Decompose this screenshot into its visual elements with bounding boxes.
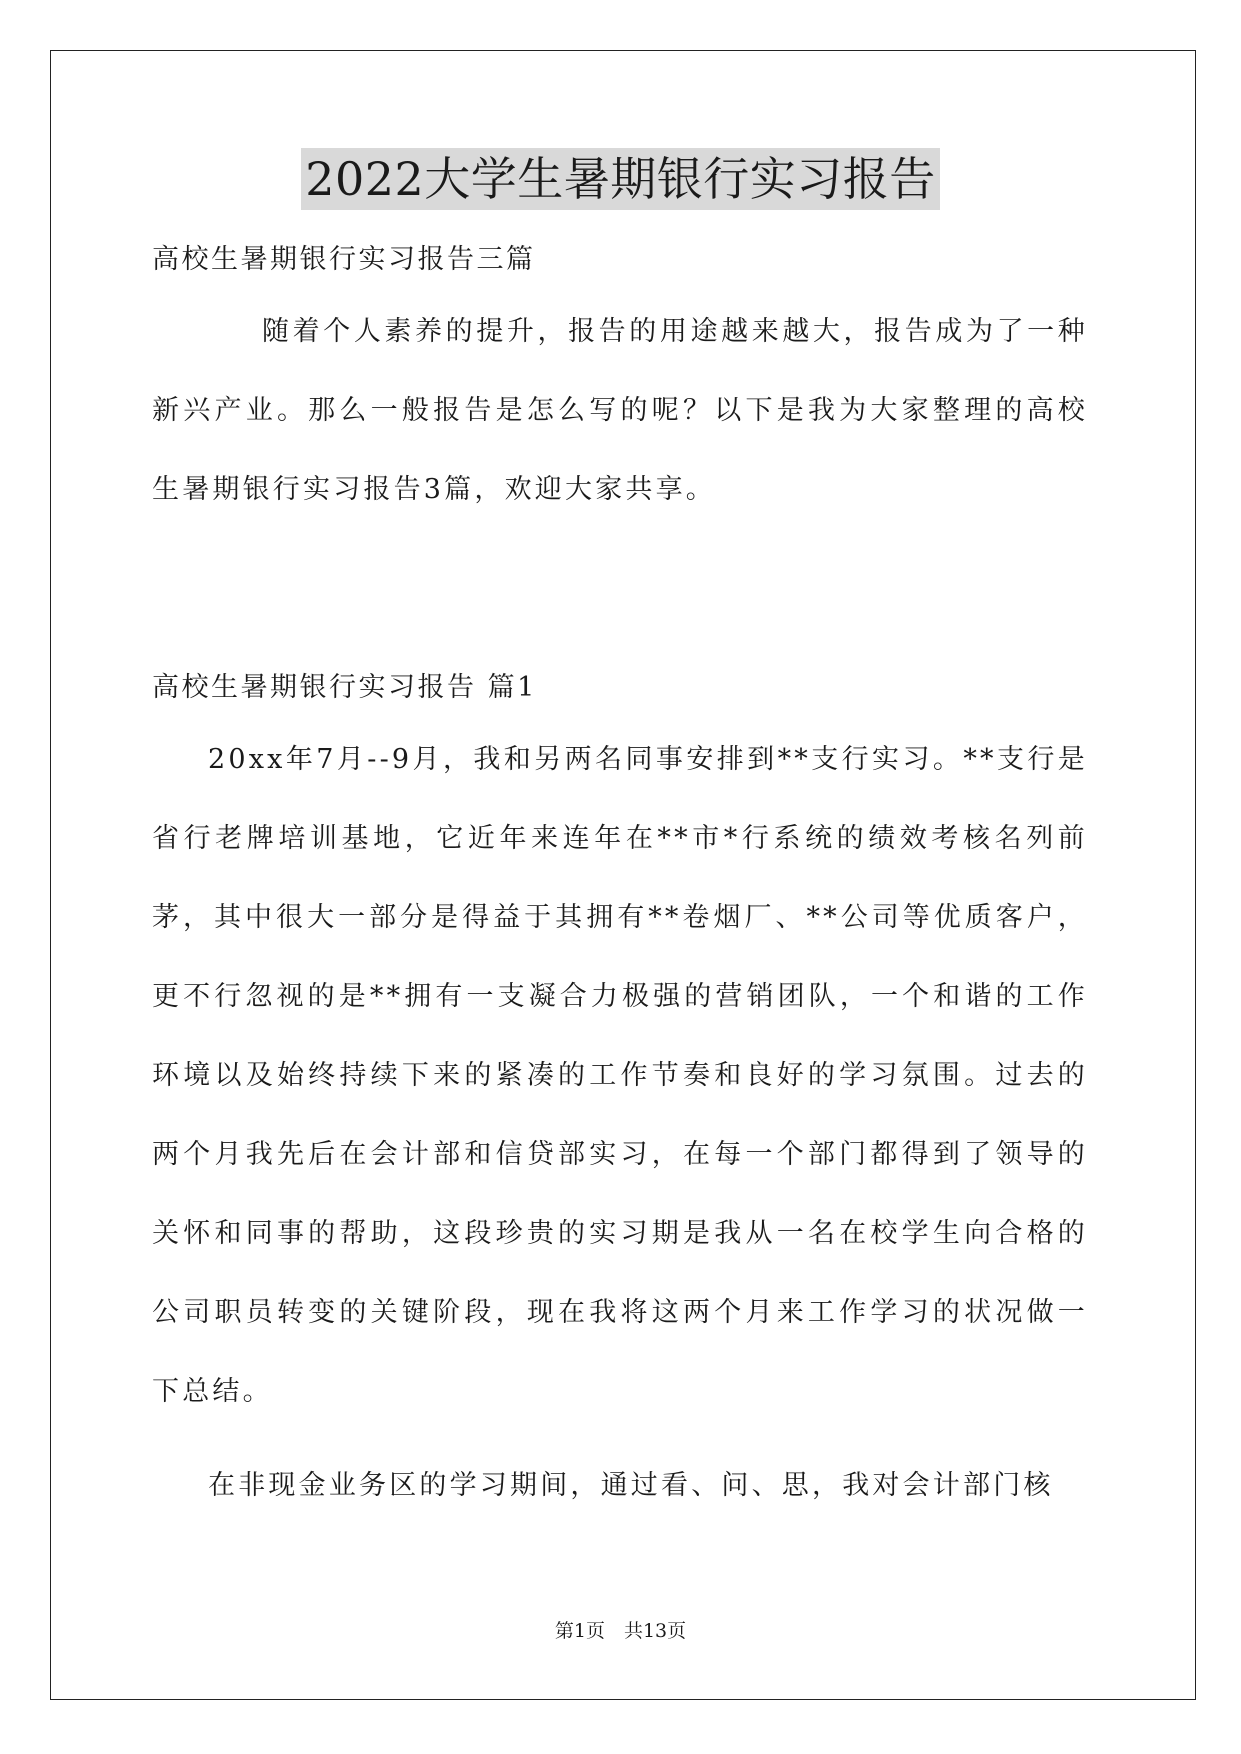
section-body: [152, 720, 1088, 1525]
page-footer: 第1页 共13页: [554, 1620, 687, 1642]
document-title: 2022大学生暑期银行实习报告: [301, 148, 940, 210]
intro-block: [152, 292, 1088, 529]
body-paragraph-2: 在非现金业务区的学习期间，通过看、问、思，我对会计部门核: [208, 1470, 1054, 1501]
document-subtitle: 高校生暑期银行实习报告三篇: [152, 244, 536, 275]
section-heading: 高校生暑期银行实习报告 篇1: [152, 672, 537, 703]
title-container: [0, 148, 1241, 210]
intro-paragraph: 随着个人素养的提升，报告的用途越来越大，报告成为了一种新兴产业。那么一般报告是怎么写的呢？以下是我为大家整理的高校生暑期银行实习报告3篇，欢迎大家共享。: [152, 316, 1088, 505]
body-paragraph-1: 20xx年7月--9月，我和另两名同事安排到**支行实习。**支行是省行老牌培训基地，它近年来连年在**市*行系统的绩效考核名列前茅，其中很大一部分是得益于其拥有**卷烟厂、**公司等优质客户，更不行忽视的是**拥有一支凝合力极强的营销团队，一个和谐的工作环境以及始终持续下来的紧凑的工作节奏和良好的学习氛围。过去的两个月我先后在会计部和信贷部实习，在每一个部门都得到了领导的关怀和同事的帮助，这段珍贵的实习期是我从一名在校学生向合格的公司职员转变的关键阶段，现在我将这两个月来工作学习的状况做一下总结。: [152, 744, 1088, 1407]
